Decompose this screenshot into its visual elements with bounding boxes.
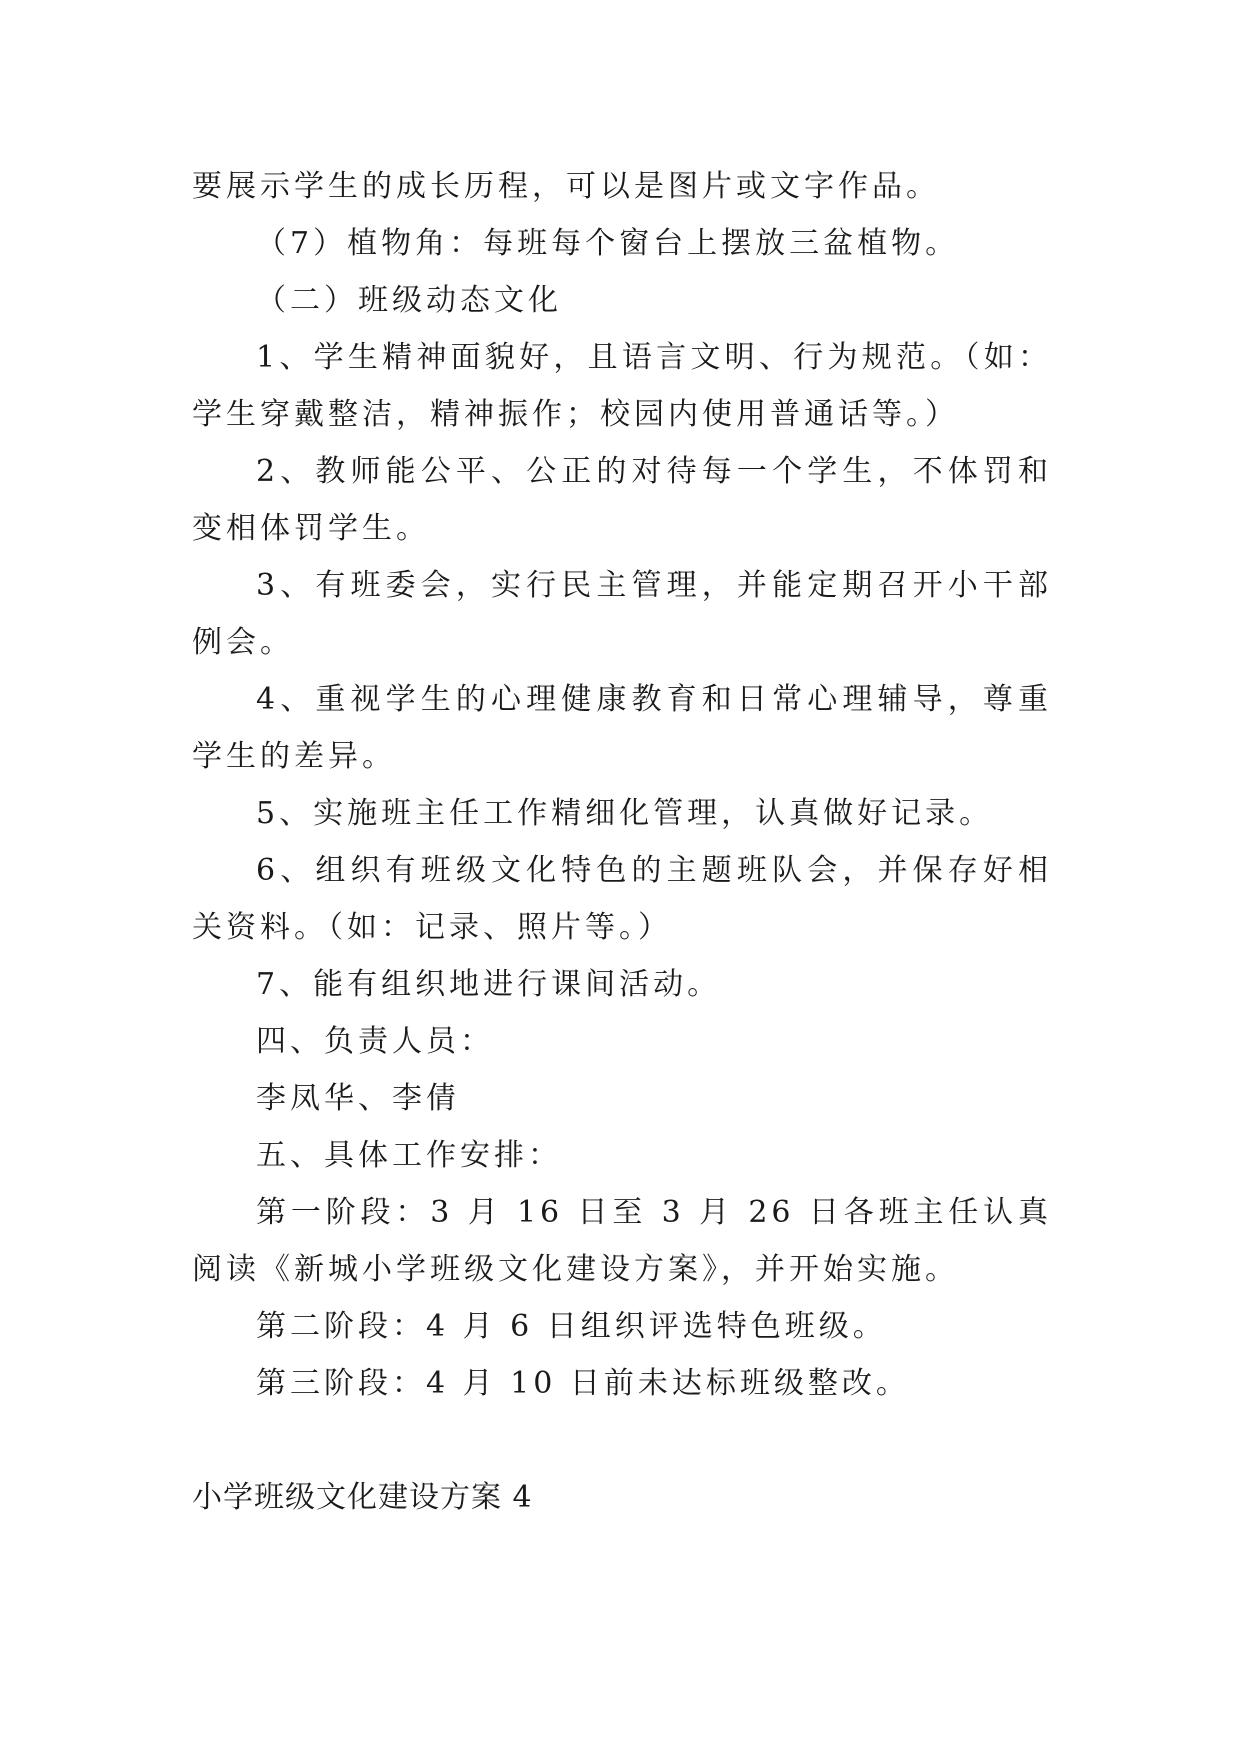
- paragraph-11: 四、负责人员：: [256, 1024, 494, 1059]
- section-title: 小学班级文化建设方案 4: [192, 1480, 533, 1515]
- paragraph-1: 要展示学生的成长历程，可以是图片或文字作品。: [192, 169, 940, 204]
- paragraph-3: （二）班级动态文化: [256, 283, 562, 318]
- paragraph-15: 第二阶段：4 月 6 日组织评选特色班级。: [256, 1309, 887, 1344]
- paragraph-10: 7、能有组织地进行课间活动。: [256, 967, 722, 1002]
- paragraph-13: 五、具体工作安排：: [256, 1138, 562, 1173]
- paragraph-4: 1、学生精神面貌好，且语言文明、行为规范。（如：学生穿戴整洁，精神振作；校园内使用普通话等。）: [192, 340, 1052, 432]
- document-body: [192, 158, 1052, 1526]
- paragraph-6: 3、有班委会，实行民主管理，并能定期召开小干部例会。: [192, 568, 1052, 660]
- paragraph-5: 2、教师能公平、公正的对待每一个学生，不体罚和变相体罚学生。: [192, 454, 1052, 546]
- paragraph-9: 6、组织有班级文化特色的主题班队会，并保存好相关资料。（如：记录、照片等。）: [192, 853, 1052, 945]
- paragraph-12: 李凤华、李倩: [256, 1081, 460, 1116]
- paragraph-16: 第三阶段：4 月 10 日前未达标班级整改。: [256, 1366, 910, 1401]
- paragraph-8: 5、实施班主任工作精细化管理，认真做好记录。: [256, 796, 994, 831]
- paragraph-7: 4、重视学生的心理健康教育和日常心理辅导，尊重学生的差异。: [192, 682, 1052, 774]
- paragraph-14: 第一阶段：3 月 16 日至 3 月 26 日各班主任认真阅读《新城小学班级文化建设方案》，并开始实施。: [192, 1195, 1052, 1287]
- paragraph-2: （7）植物角：每班每个窗台上摆放三盆植物。: [256, 226, 960, 261]
